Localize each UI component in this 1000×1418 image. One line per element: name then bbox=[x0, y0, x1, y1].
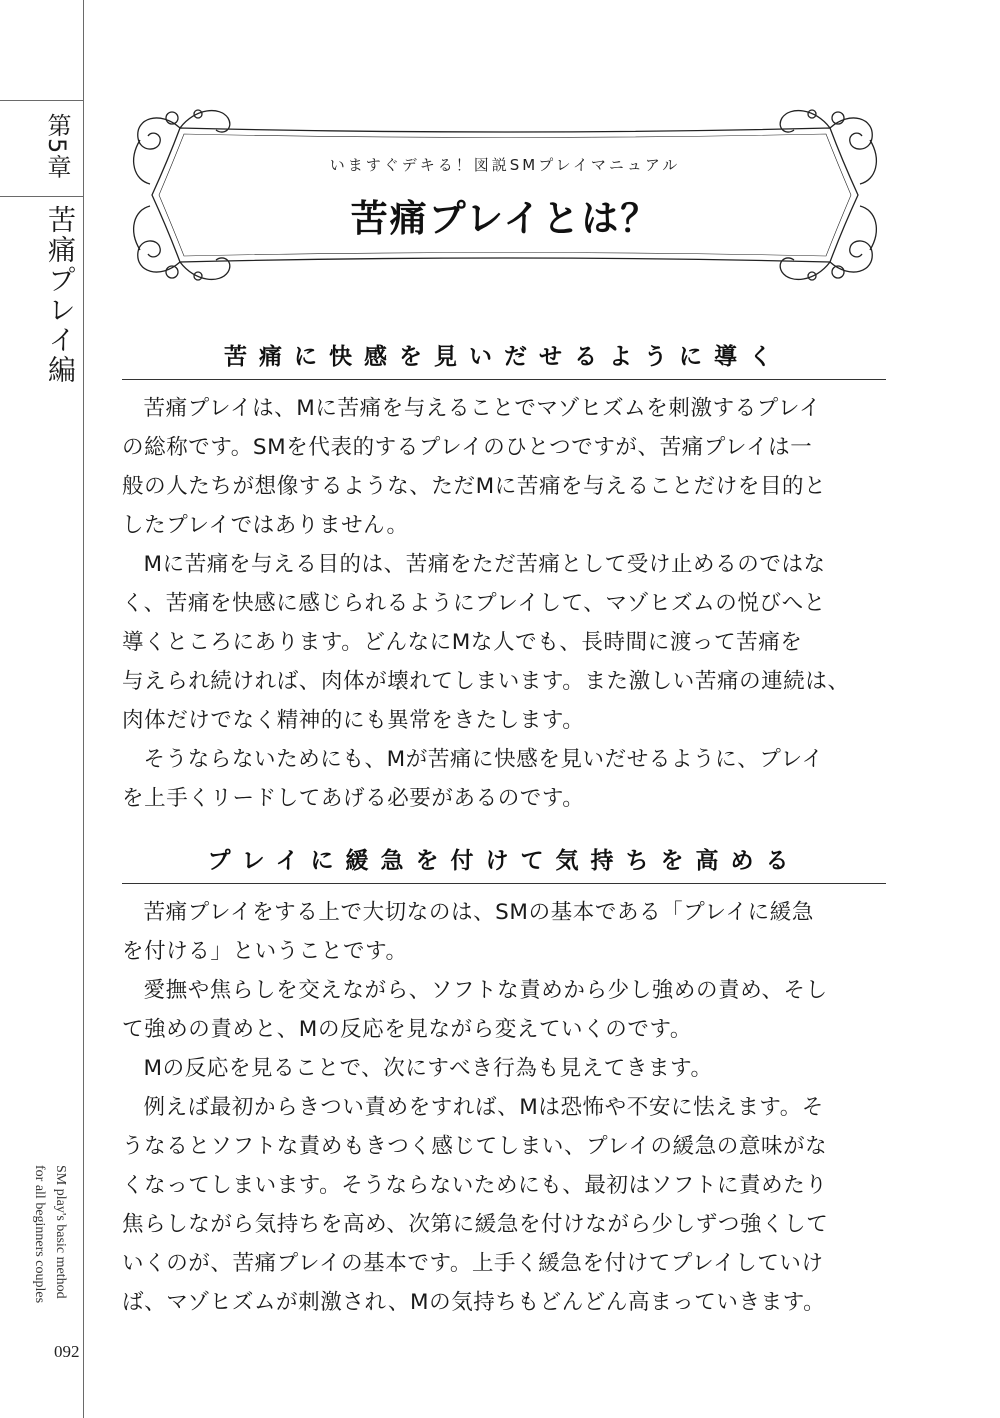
text-line: 与えられ続ければ、肉体が壊れてしまいます。また激しい苦痛の連続は、 bbox=[122, 669, 850, 694]
section-heading: 苦痛に快感を見いだせるように導く bbox=[224, 344, 784, 370]
section-divider bbox=[122, 883, 886, 884]
text-line: 苦痛プレイをする上で大切なのは、SMの基本である「プレイに緩急 bbox=[143, 900, 814, 925]
text-line: く、苦痛を快感に感じられるようにプレイして、マゾヒズムの悦びへと bbox=[122, 591, 826, 616]
series-title: いますぐデキる！図説SMプレイマニュアル bbox=[329, 156, 681, 174]
text-line: の総称です。SMを代表的するプレイのひとつですが、苦痛プレイは一 bbox=[122, 435, 813, 460]
text-line: て強めの責めと、Mの反応を見ながら変えていくのです。 bbox=[122, 1017, 692, 1042]
page-number: 092 bbox=[54, 1342, 80, 1361]
text-line: 肉体だけでなく精神的にも異常をきたします。 bbox=[122, 708, 585, 733]
text-line: 例えば最初からきつい責めをすれば、Mは恐怖や不安に怯えます。そ bbox=[143, 1095, 824, 1120]
text-line: Mに苦痛を与える目的は、苦痛をただ苦痛として受け止めるのではな bbox=[143, 552, 826, 577]
text-line: Mの反応を見ることで、次にすべき行為も見えてきます。 bbox=[143, 1056, 713, 1081]
text-line: を上手くリードしてあげる必要があるのです。 bbox=[122, 786, 585, 811]
text-line: 愛撫や焦らしを交えながら、ソフトな責めから少し強めの責め、そし bbox=[143, 978, 828, 1003]
section-heading: プレイに緩急を付けて気持ちを高める bbox=[207, 848, 801, 874]
section-body bbox=[122, 389, 888, 818]
margin-divider bbox=[83, 0, 84, 1418]
page-title: 苦痛プレイとは？ bbox=[350, 197, 660, 240]
text-line: 苦痛プレイは、Mに苦痛を与えることでマゾヒズムを刺激するプレイ bbox=[143, 396, 822, 421]
text-line: 焦らしながら気持ちを高め、次第に緩急を付けながら少しずつ強くして bbox=[122, 1212, 829, 1237]
text-line: ば、マゾヒズムが刺激され、Mの気持ちもどんどん高まっていきます。 bbox=[122, 1290, 826, 1315]
text-line: 般の人たちが想像するような、ただMに苦痛を与えることだけを目的と bbox=[122, 474, 827, 499]
text-line: そうならないためにも、Mが苦痛に快感を見いだせるように、プレイ bbox=[143, 747, 824, 772]
text-line: うなるとソフトな責めもきつく感じてしまい、プレイの緩急の意味がな bbox=[122, 1134, 828, 1159]
section-divider bbox=[122, 379, 886, 380]
chapter-label: 第5章 bbox=[43, 113, 71, 180]
text-line: 導くところにあります。どんなにMな人でも、長時間に渡って苦痛を bbox=[122, 630, 803, 655]
text-line: したプレイではありません。 bbox=[122, 513, 409, 538]
text-line: いくのが、苦痛プレイの基本です。上手く緩急を付けてプレイしていけ bbox=[122, 1251, 824, 1276]
text-line: を付ける」ということです。 bbox=[122, 939, 408, 964]
section-label: 苦痛プレイ編 bbox=[44, 205, 77, 385]
english-caption: SM play's basic method for all beginners couples bbox=[32, 1165, 68, 1304]
text-line: くなってしまいます。そうならないためにも、最初はソフトに責めたり bbox=[122, 1173, 828, 1198]
section-body bbox=[122, 893, 888, 1322]
